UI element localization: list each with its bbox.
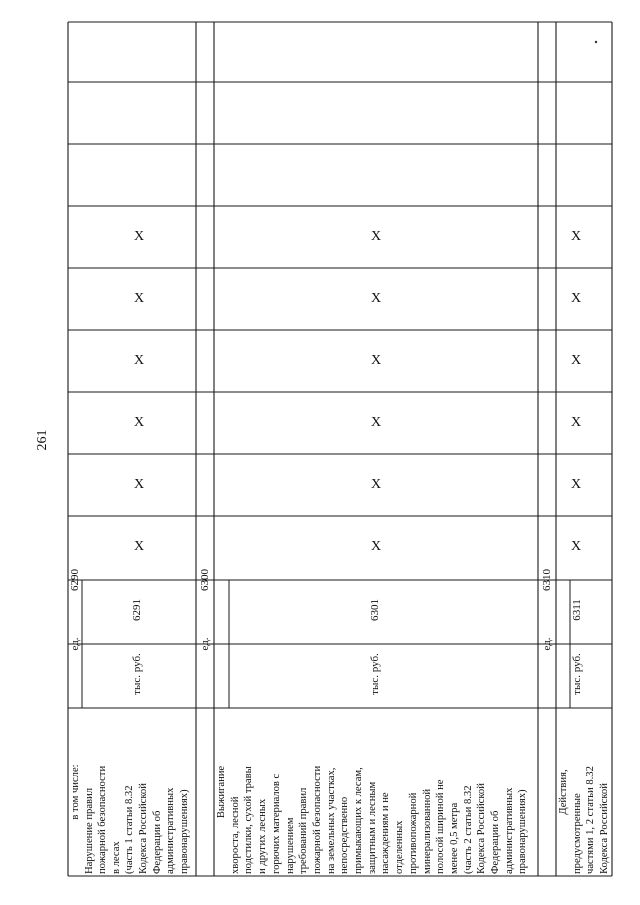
title-line: административных (503, 787, 515, 874)
unit-label-3: ед. (541, 637, 553, 651)
title-line: Федерации об (151, 810, 163, 874)
x-mark: X (371, 539, 382, 554)
x-mark: X (571, 539, 582, 554)
unit-code-3: 6310 (541, 569, 553, 591)
title-line: противопожарной (407, 792, 419, 874)
title-line: пожарной безопасности (97, 765, 109, 874)
title-line: Кодекса Российской (137, 783, 149, 874)
title-line: административных (165, 787, 177, 874)
title-line: предусмотренные (571, 793, 583, 874)
title-line: защитным и лесным (366, 781, 378, 874)
unit-code-2: 6300 (199, 569, 211, 591)
page-number: 261 (35, 429, 50, 451)
x-mark: X (571, 353, 582, 368)
title-line: правонарушениях) (517, 789, 529, 874)
money-label-1: тыс. руб. (131, 653, 143, 695)
unit-code-1: 6290 (69, 569, 81, 591)
title-line: подстилки, сухой травы (243, 766, 255, 874)
title-line: непосредственно (339, 796, 351, 874)
money-code-1: 6291 (131, 599, 143, 621)
title-line: Кодекса Российской (476, 783, 488, 874)
x-mark: X (371, 229, 382, 244)
title-line: в том числе: (70, 764, 81, 820)
money-code-2: 6301 (369, 599, 381, 621)
title-line: Нарушение правил (83, 788, 95, 874)
title-line: полосой шириной не (435, 779, 447, 874)
title-line: горючих материалов с (270, 773, 282, 874)
title-line: нарушением (284, 817, 296, 874)
title-line: примыкающих к лесам, (353, 767, 365, 874)
x-mark: X (571, 229, 582, 244)
title-line: менее 0,5 метра (448, 802, 460, 874)
x-mark: X (571, 415, 582, 430)
x-mark: X (134, 415, 145, 430)
title-line: пожарной безопасности (311, 765, 323, 874)
x-mark: X (371, 291, 382, 306)
x-mark: X (371, 415, 382, 430)
title-line: насаждениям и не (380, 792, 392, 874)
title-line: требований правил (298, 787, 310, 874)
title-line: и других лесных (257, 798, 269, 874)
x-mark: X (371, 477, 382, 492)
x-mark: X (134, 539, 145, 554)
money-label-3: тыс. руб. (571, 653, 583, 695)
title-line: минерализованной (421, 788, 433, 874)
title-line: Федерации об (490, 810, 502, 874)
title-line: Кодекса Российской (598, 783, 610, 874)
x-mark: X (571, 477, 582, 492)
x-mark: X (371, 353, 382, 368)
title-line: правонарушениях) (178, 789, 190, 874)
x-mark: X (134, 477, 145, 492)
title-line: в лесах (110, 841, 122, 874)
title-line: отделенных (394, 820, 406, 874)
x-mark: X (134, 291, 145, 306)
title-line: Действия, (558, 769, 569, 815)
title-line: на земельных участках, (325, 767, 337, 874)
x-mark: X (134, 353, 145, 368)
title-line: частями 1, 2 статьи 8.32 (585, 766, 597, 874)
money-label-2: тыс. руб. (369, 653, 381, 695)
money-code-3: 6311 (571, 599, 583, 621)
x-mark: X (571, 291, 582, 306)
unit-label-2: ед. (199, 637, 211, 651)
unit-label-1: ед. (69, 637, 81, 651)
title-line: (часть 2 статьи 8.32 (462, 785, 474, 874)
title-line: хвороста, лесной (229, 796, 241, 874)
title-line: (часть 1 статьи 8.32 (124, 785, 136, 874)
title-line: Выжигание (216, 765, 227, 819)
x-mark: X (134, 229, 145, 244)
